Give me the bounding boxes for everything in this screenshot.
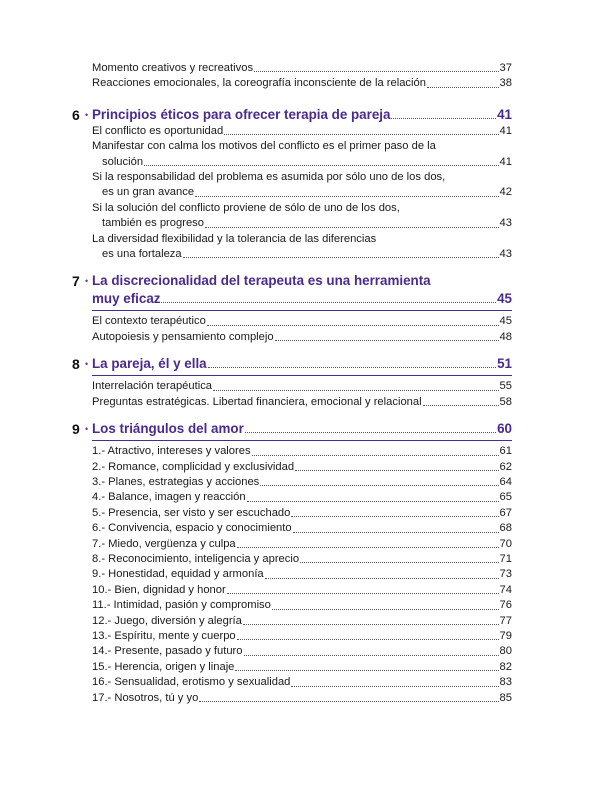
leader-dots [295, 470, 498, 471]
toc-entry[interactable] [72, 691, 512, 706]
leader-dots [213, 390, 499, 391]
toc-entry-label: Interrelación terapéutica [92, 380, 213, 393]
toc-entry-label: es una fortaleza [102, 248, 182, 261]
toc-page-number: 41 [499, 155, 512, 168]
toc-entry-label: Momento creativos y recreativos [92, 62, 254, 74]
toc-entry-label: 6.- Convivencia, espacio y conocimiento [92, 522, 292, 535]
leader-dots [199, 701, 498, 702]
bullet-icon: • [85, 109, 89, 120]
toc-entry-line[interactable]: Si la responsabilidad del problema es asumida por sólo uno de los dos, [92, 171, 446, 184]
toc-page-number: 42 [499, 186, 512, 199]
toc-entry-label: Autopoiesis y pensamiento complejo [92, 330, 274, 343]
bullet-icon: • [85, 276, 89, 287]
chapter-number: 8 [72, 356, 80, 373]
toc-entry-label: 4.- Balance, imagen y reacción [92, 491, 246, 504]
chapter-number: 7 [72, 273, 80, 290]
toc-entry[interactable] [72, 567, 512, 582]
toc-entry[interactable] [72, 490, 512, 505]
chapter-title-continued: muy eficaz [92, 291, 161, 307]
toc-page-number: 62 [499, 460, 512, 473]
toc-entry[interactable] [72, 216, 512, 231]
bullet-icon: • [85, 424, 89, 435]
chapter-title: La pareja, él y ella [92, 356, 207, 372]
toc-page-number: 71 [499, 552, 512, 565]
leader-dots [247, 501, 499, 502]
chapter-page-number: 45 [497, 291, 512, 307]
toc-entry-label: 9.- Honestidad, equidad y armonía [92, 568, 264, 581]
toc-entry[interactable] [72, 583, 512, 598]
toc-entry-label: 17.- Nosotros, tú y yo [92, 691, 199, 704]
chapter-9-heading[interactable] [72, 420, 512, 438]
toc-page-number: 74 [499, 583, 512, 596]
toc-entry-line[interactable]: Si la solución del conflicto proviene de sólo de uno de los dos, [92, 201, 400, 214]
toc-page-number: 67 [499, 506, 512, 519]
toc-page-number: 77 [499, 614, 512, 627]
toc-page-number: 58 [499, 395, 512, 408]
chapter-title: Los triángulos del amor [92, 421, 244, 437]
leader-dots [224, 134, 498, 135]
toc-page-number: 82 [499, 660, 512, 673]
leader-dots [208, 367, 496, 368]
toc-entry[interactable] [72, 506, 512, 521]
toc-entry[interactable] [72, 537, 512, 552]
toc-entry[interactable] [72, 76, 512, 91]
leader-dots [275, 340, 499, 341]
leader-dots [243, 624, 499, 625]
toc-page-number: 68 [499, 522, 512, 535]
toc-page-number: 85 [499, 691, 512, 704]
leader-dots [227, 593, 499, 594]
leader-dots [235, 670, 498, 671]
chapter-title: Principios éticos para ofrecer terapia de pareja [92, 106, 391, 122]
toc-entry-label: también es progreso [102, 217, 204, 230]
chapter-9-entries [72, 444, 512, 706]
toc-entry-label: 3.- Planes, estrategias y acciones [92, 475, 260, 488]
toc-page-number: 37 [499, 62, 512, 74]
toc-entry[interactable] [72, 330, 512, 345]
chapter-number: 9 [72, 421, 80, 438]
toc-entry-label: 11.- Intimidad, pasión y compromiso [92, 599, 271, 612]
leader-dots [207, 325, 499, 326]
leader-dots [265, 578, 499, 579]
toc-entry-label: solución [102, 155, 144, 168]
chapter-number: 6 [72, 106, 80, 123]
chapter-7-heading-continued[interactable] [72, 290, 512, 308]
toc-page-number: 43 [499, 217, 512, 230]
divider [92, 310, 512, 311]
toc-entry[interactable] [72, 660, 512, 675]
toc-entry-label: El contexto terapéutico [92, 315, 206, 328]
chapter-7-heading[interactable] [72, 272, 512, 290]
toc-page-number: 64 [499, 475, 512, 488]
toc-entry[interactable] [72, 475, 512, 490]
toc-entry[interactable] [72, 155, 512, 170]
toc-page-number: 41 [499, 124, 512, 137]
toc-entry-label: 7.- Miedo, vergüenza y culpa [92, 537, 236, 550]
toc-entry[interactable] [72, 675, 512, 690]
leader-dots [272, 609, 499, 610]
toc-entry-label: 13.- Espíritu, mente y cuerpo [92, 629, 236, 642]
chapter-8-heading[interactable] [72, 355, 512, 373]
toc-entry[interactable] [72, 552, 512, 567]
chapter-page-number: 41 [497, 106, 512, 122]
toc-entry-label: El conflicto es oportunidad [92, 124, 224, 137]
leader-dots [291, 516, 498, 517]
leader-dots [237, 547, 499, 548]
toc-page-number: 38 [499, 77, 512, 90]
toc-entry-label: es un gran avance [102, 186, 195, 199]
chapter-6-heading[interactable] [72, 106, 512, 124]
toc-entry-label: 5.- Presencia, ser visto y ser escuchado [92, 506, 291, 519]
leader-dots [245, 432, 496, 433]
chapter-page-number: 60 [497, 421, 512, 437]
divider [92, 375, 512, 376]
toc-page-number: 55 [499, 380, 512, 393]
toc-page-number: 83 [499, 676, 512, 689]
leader-dots [254, 71, 499, 72]
toc-entry[interactable] [72, 598, 512, 613]
leader-dots [144, 165, 499, 166]
toc-page-number: 61 [499, 445, 512, 458]
leader-dots [252, 455, 499, 456]
toc-page-number: 70 [499, 537, 512, 550]
leader-dots [195, 196, 498, 197]
leader-dots [293, 532, 499, 533]
toc-entry[interactable] [72, 460, 512, 475]
toc-page-number: 43 [499, 248, 512, 261]
toc-entry-line[interactable]: Manifestar con calma los motivos del conflicto es el primer paso de la [92, 140, 436, 153]
toc-page-number: 73 [499, 568, 512, 581]
toc-entry-line[interactable]: La diversidad flexibilidad y la tolerancia de las diferencias [92, 232, 377, 245]
leader-dots [183, 257, 499, 258]
toc-page-number: 45 [499, 315, 512, 328]
toc-entry[interactable] [72, 521, 512, 536]
leader-dots [300, 562, 498, 563]
toc-entry-label: 8.- Reconocimiento, inteligencia y aprecio [92, 552, 300, 565]
toc-entry[interactable] [72, 395, 512, 410]
toc-entry-label: 15.- Herencia, origen y linaje [92, 660, 235, 673]
leader-dots [260, 485, 498, 486]
leader-dots [237, 639, 499, 640]
toc-entry-label: 1.- Atractivo, intereses y valores [92, 445, 251, 458]
toc-page-number: 76 [499, 599, 512, 612]
table-of-contents [72, 61, 512, 706]
leader-dots [427, 87, 499, 88]
toc-entry[interactable] [72, 124, 512, 139]
toc-entry-label: 10.- Bien, dignidad y honor [92, 583, 226, 596]
leader-dots [161, 302, 496, 303]
toc-entry[interactable] [72, 444, 512, 459]
toc-entry[interactable] [72, 185, 512, 200]
toc-entry-label: 2.- Romance, complicidad y exclusividad [92, 460, 295, 473]
toc-page-number: 80 [499, 645, 512, 658]
toc-entry-label: Reacciones emocionales, la coreografía inconsciente de la relación [92, 77, 426, 90]
toc-entry[interactable] [72, 314, 512, 329]
leader-dots [244, 655, 499, 656]
leader-dots [423, 405, 499, 406]
toc-entry[interactable] [72, 379, 512, 394]
toc-entry[interactable] [72, 61, 512, 76]
toc-entry-label: 14.- Presente, pasado y futuro [92, 645, 243, 658]
toc-page-number: 79 [499, 629, 512, 642]
leader-dots [291, 686, 498, 687]
chapter-title: La discrecionalidad del terapeuta es una herramienta [92, 273, 431, 289]
chapter-page-number: 51 [497, 356, 512, 372]
toc-page-number: 48 [499, 330, 512, 343]
toc-entry[interactable] [72, 247, 512, 262]
leader-dots [391, 118, 496, 119]
toc-entry[interactable] [72, 614, 512, 629]
toc-entry-label: Preguntas estratégicas. Libertad financiera, emocional y relacional [92, 395, 422, 408]
bullet-icon: • [85, 359, 89, 370]
divider [92, 440, 512, 441]
toc-entry[interactable] [72, 629, 512, 644]
toc-entry[interactable] [72, 644, 512, 659]
toc-entry-label: 16.- Sensualidad, erotismo y sexualidad [92, 676, 291, 689]
toc-entry-label: 12.- Juego, diversión y alegría [92, 614, 242, 627]
leader-dots [205, 227, 499, 228]
toc-page-number: 65 [499, 491, 512, 504]
